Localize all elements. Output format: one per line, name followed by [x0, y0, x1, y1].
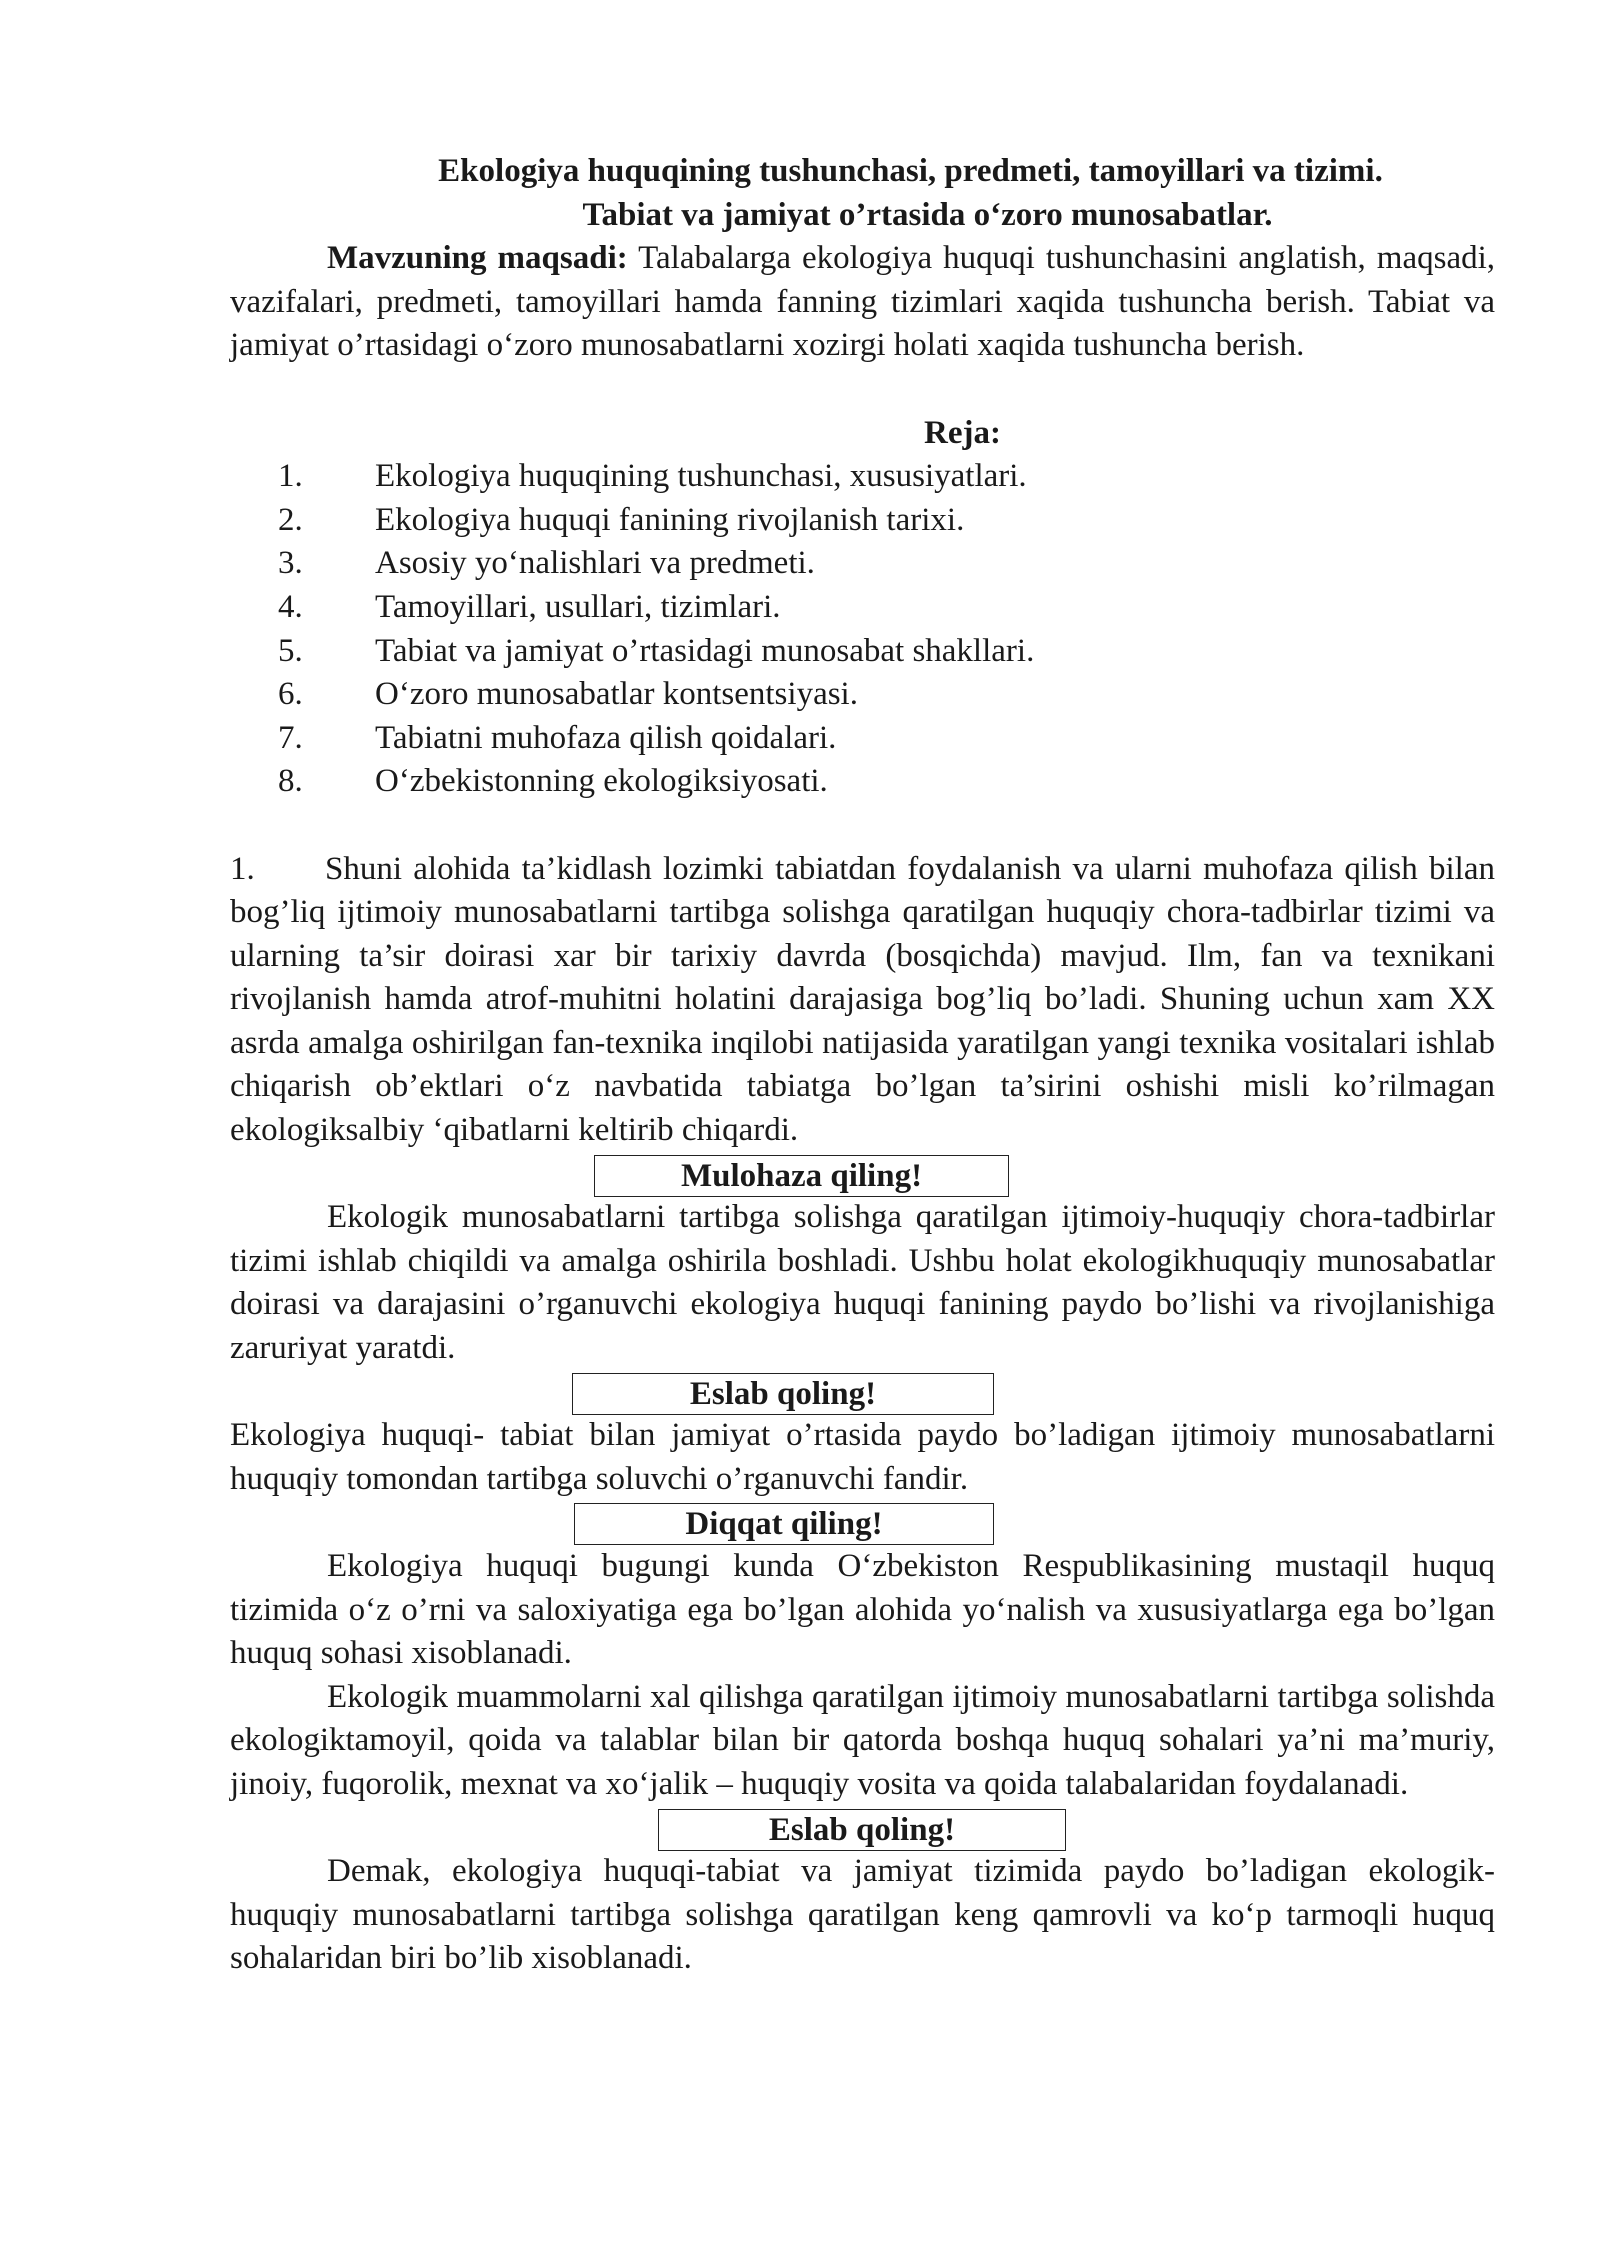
plan-item	[230, 760, 1495, 804]
section-number: 1.	[230, 850, 255, 887]
callout-box-attention: Diqqat qiling!	[574, 1503, 994, 1545]
aim-paragraph	[230, 237, 1495, 368]
plan-item-text: Asosiy yo‘nalishlari va predmeti.	[375, 545, 815, 582]
plan-item	[230, 542, 1495, 586]
title-line-2: Tabiat va jamiyat o’rtasida o‘zoro munosabatlar.	[582, 196, 1273, 233]
section-1-text: Shuni alohida ta’kidlash lozimki tabiatdan foydalanish va ularni muhofaza qilish bilan bog’liq ijtimoiy munosabatlarni tartibga solishga qaratilgan huquqiy chora-tadbirlar tizimi va ularning ta’sir doirasi xar bir tarixiy davrda (bosqichda) mavjud. Ilm, fan va texnikani rivojlanish hamda atrof-muhitni holatini darajasiga bog’liq bo’ladi. Shuning uchun xam XX asrda amalga oshirilgan fan-texnika inqilobi natijasida yaratilgan yangi texnika vositalari ishlab chiqarish ob’ektlari o‘z navbatida tabiatga bo’lgan ta’sirini oshishi misli ko’rilmagan ekologiksalbiy ‘qibatlarni keltirib chiqardi.	[230, 850, 1495, 1149]
document-page	[230, 150, 1495, 1981]
aim-label: Mavzuning maqsadi:	[327, 240, 628, 277]
paragraph-4: Ekologiya huquqi bugungi kunda O‘zbekiston Respublikasining mustaqil huquq tizimida o‘z o’rni va saloxiyatiga ega bo’lgan alohida yo‘nalish va xususiyatlarga ega bo’lgan huquq sohasi xisoblanadi.	[230, 1548, 1495, 1672]
plan-item	[230, 499, 1495, 543]
plan-item	[230, 630, 1495, 674]
plan-item-number: 2.	[278, 501, 303, 538]
plan-item-text: Tabiatni muhofaza qilish qoidalari.	[375, 719, 837, 756]
plan-item-number: 3.	[278, 545, 303, 582]
plan-item	[230, 717, 1495, 761]
paragraph-5: Ekologik muammolarni xal qilishga qaratilgan ijtimoiy munosabatlarni tartibga solishda ekologiktamoyil, qoida va talablar bilan bir qatorda boshqa huquq sohalari ya’ni ma’muriy, jinoiy, fuqorolik, mexnat va xo‘jalik – huquqiy vosita va qoida talabalaridan foydalanadi.	[230, 1678, 1495, 1802]
title-line-1: Ekologiya huquqining tushunchasi, predmeti, tamoyillari va tizimi.	[438, 153, 1383, 189]
plan-title: Reja:	[924, 414, 1001, 451]
callout-box-remember-2: Eslab qoling!	[658, 1809, 1066, 1851]
aim-text: Talabalarga ekologiya huquqi tushunchasini anglatish, maqsadi, vazifalari, predmeti, tamoyillari hamda fanning tizimlari xaqida tushuncha berish. Tabiat va jamiyat o’rtasidagi o‘zoro munosabatlarni xozirgi holati xaqida tushuncha berish.	[230, 240, 1496, 364]
plan-item-text: Tamoyillari, usullari, tizimlari.	[375, 588, 781, 625]
plan-item-number: 6.	[278, 676, 303, 713]
paragraph-6: Demak, ekologiya huquqi-tabiat va jamiyat tizimida paydo bo’ladigan ekologik-huquqiy munosabatlarni tartibga solishga qaratilgan keng qamrovli va ko‘p tarmoqli huquq sohalaridan biri bo’lib xisoblanadi.	[230, 1853, 1495, 1977]
paragraph-3: Ekologiya huquqi- tabiat bilan jamiyat o’rtasida paydo bo’ladigan ijtimoiy munosabatlarni huquqiy tomondan tartibga soluvchi o’rganuvchi fandir.	[230, 1417, 1495, 1497]
plan-item-number: 8.	[278, 763, 303, 800]
plan-item-text: Ekologiya huquqi fanining rivojlanish tarixi.	[375, 501, 965, 538]
paragraph-2: Ekologik munosabatlarni tartibga solishga qaratilgan ijtimoiy-huquqiy chora-tadbirlar tizimi ishlab chiqildi va amalga oshirila boshladi. Ushbu holat ekologikhuquqiy munosabatlar doirasi va darajasini o’rganuvchi ekologiya huquqi fanining paydo bo’lishi va rivojlanishiga zaruriyat yaratdi.	[230, 1199, 1495, 1367]
plan-item	[230, 586, 1495, 630]
spacer	[230, 368, 1495, 412]
plan-item-number: 5.	[278, 632, 303, 669]
spacer	[230, 804, 1495, 848]
plan-item-text: Ekologiya huquqining tushunchasi, xususiyatlari.	[375, 458, 1027, 495]
plan-item-text: O‘zbekistonning ekologiksiyosati.	[375, 763, 828, 800]
plan-item-number: 1.	[278, 458, 303, 495]
plan-item	[230, 455, 1495, 499]
plan-item-number: 4.	[278, 588, 303, 625]
callout-box-reflect: Mulohaza qiling!	[594, 1155, 1009, 1197]
callout-box-remember: Eslab qoling!	[572, 1373, 994, 1415]
section-1-paragraph	[230, 848, 1495, 1153]
plan-item	[230, 673, 1495, 717]
plan-list	[230, 455, 1495, 804]
plan-item-number: 7.	[278, 719, 303, 756]
plan-item-text: Tabiat va jamiyat o’rtasidagi munosabat shakllari.	[375, 632, 1035, 669]
plan-item-text: O‘zoro munosabatlar kontsentsiyasi.	[375, 676, 858, 713]
